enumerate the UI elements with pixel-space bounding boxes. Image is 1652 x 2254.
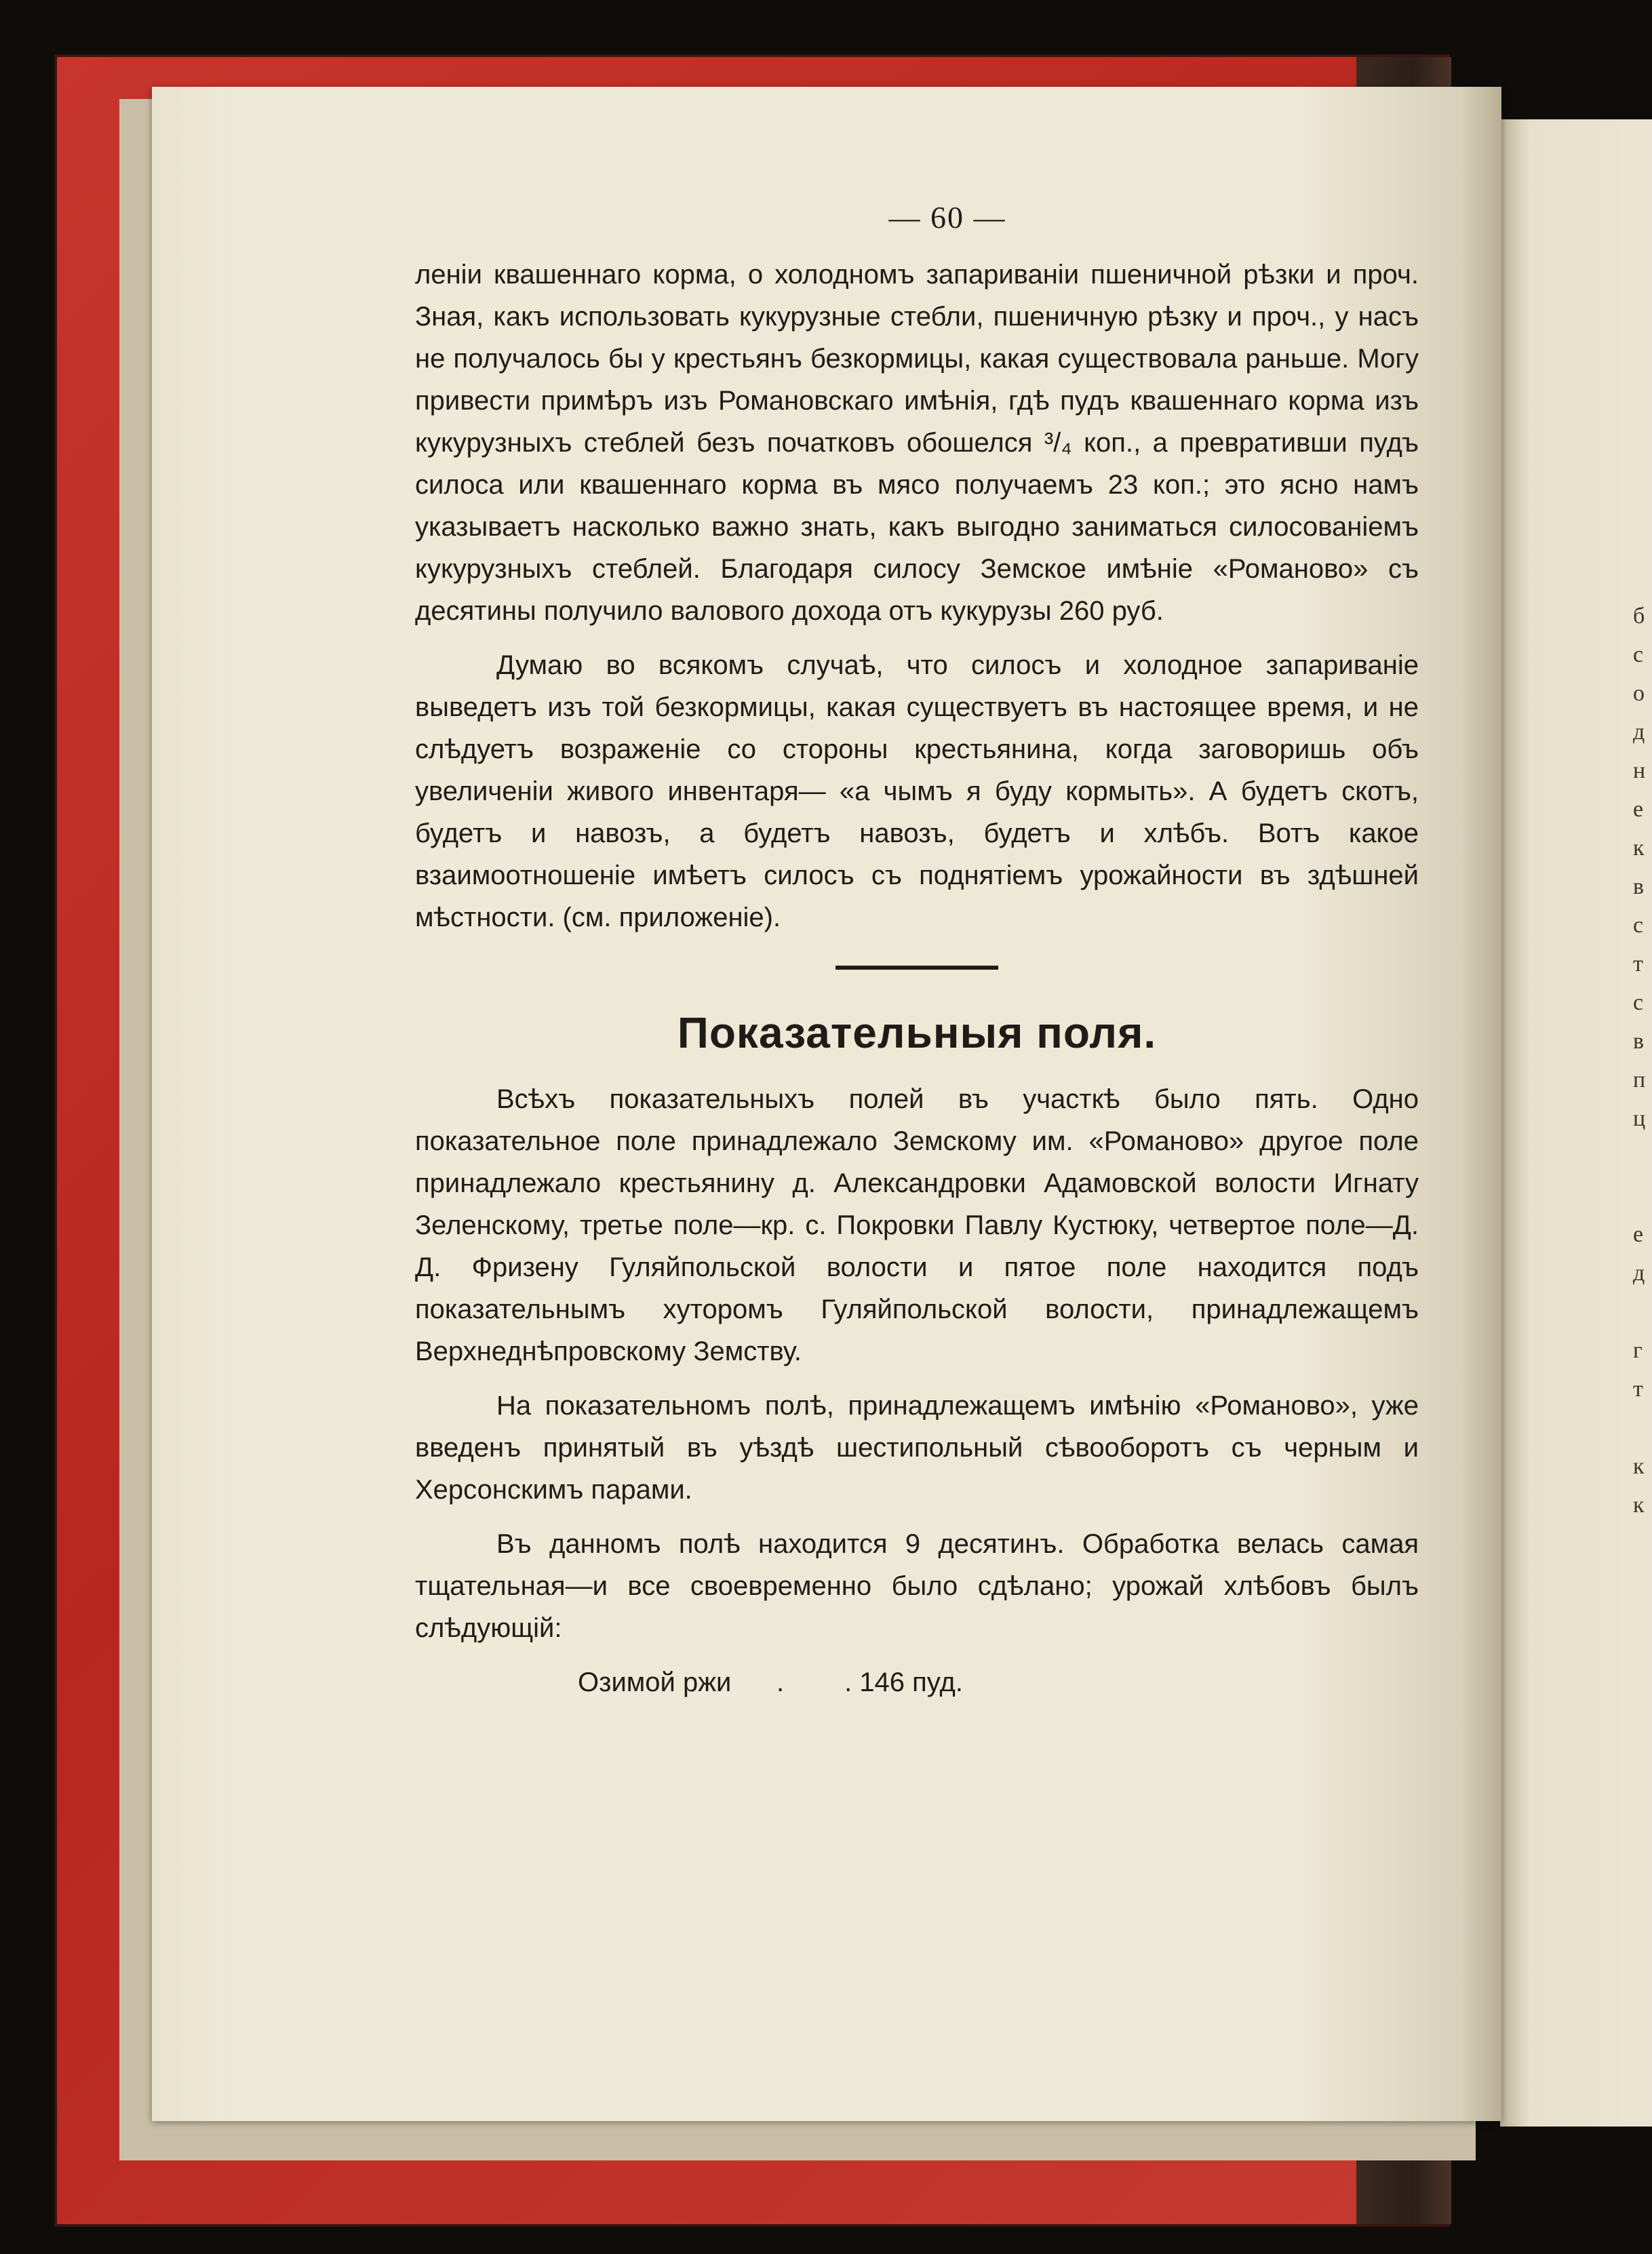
next-page-letter: к (1633, 1454, 1645, 1479)
next-page-letters (1633, 597, 1652, 1524)
paragraph-4: На показательномъ полѣ, принадлежащемъ имѣнію «Романово», уже введенъ принятый въ уѣздѣ шестипольный сѣвооборотъ съ черным и Херсонскимъ парами. (415, 1391, 1419, 1505)
next-page-letter: д (1633, 1261, 1645, 1286)
next-page-letter: б (1633, 604, 1645, 629)
next-page-letter: н (1633, 758, 1646, 783)
next-page-letter: о (1633, 681, 1645, 706)
page-number: — 60 — (888, 200, 1006, 235)
next-page-letter (1633, 1177, 1652, 1215)
next-page-letter: е (1633, 1222, 1644, 1247)
next-page-letter (1633, 1292, 1652, 1331)
paragraph-3: Всѣхъ показательныхъ полей въ участкѣ было пять. Одно показательное поле принадлежало Земскому им. «Романово» другое поле принадлежало крестьянину д. Александровки Адамовской волости Игнату Зеленскому, третье поле—кр. с. Покровки Павлу Кустюку, четвертое поле—Д. Д. Фризену Гуляйпольской волости и пятое поле находится подъ показательнымъ хуторомъ Гуляйпольской волости, принадлежащемъ Верхнеднѣпровскому Земству. (415, 1084, 1419, 1366)
section-divider (835, 966, 998, 970)
next-page-letter: т (1633, 951, 1643, 976)
section-heading: Показательныя поля. (677, 1008, 1157, 1057)
paragraph-1: леніи квашеннаго корма, о холодномъ запариваніи пшеничной рѣзки и проч. Зная, какъ использовать кукурузные стебли, пшеничную рѣзку и проч., у насъ не получалось бы у крестьянъ безкормицы, какая существовала раньше. Могу привести примѣръ изъ Романовскаго имѣнія, гдѣ пудъ квашеннаго корма изъ кукурузныхъ стеблей безъ початковъ обошелся ³/₄ коп., а превративши пудъ силоса или квашеннаго корма въ мясо получаемъ 23 коп.; это ясно намъ указываетъ насколько важно знать, какъ выгодно заниматься силосованіемъ кукурузныхъ стеблей. Благодаря силосу Земское имѣніе «Романово» съ десятины получило валового дохода отъ кукурузы 260 руб. (415, 260, 1419, 626)
next-page-letter: т (1633, 1377, 1643, 1402)
next-page-letter: в (1633, 874, 1645, 899)
next-page-letter (1633, 1138, 1652, 1177)
yield-dots: . . (776, 1667, 852, 1697)
next-page-letter: г (1633, 1338, 1643, 1363)
yield-amount: 146 пуд. (859, 1667, 963, 1697)
next-page-letter: ц (1633, 1106, 1646, 1131)
next-page-letter: с (1633, 642, 1644, 667)
next-page-letter: с (1633, 913, 1644, 938)
next-page-letter: к (1633, 1492, 1645, 1518)
next-page-letter: с (1633, 990, 1644, 1015)
next-page-letter (1633, 1408, 1652, 1447)
paragraph-2: Думаю во всякомъ случаѣ, что силосъ и холодное запариваніе выведетъ изъ той безкормицы, какая существуетъ въ настоящее время, и не слѣдуетъ возраженіе со стороны крестьянина, когда заговоришь объ увеличеніи живого инвентаря— «а чымъ я буду кормыть». А будетъ скотъ, будетъ и навозъ, а будетъ навозъ, будетъ и хлѣбъ. Вотъ какое взаимоотношеніе имѣетъ силосъ съ поднятіемъ урожайности въ здѣшней мѣстности. (см. приложеніе). (415, 650, 1419, 932)
next-page-letter: д (1633, 719, 1645, 745)
next-page-letter: к (1633, 835, 1645, 861)
next-page-letter: е (1633, 797, 1644, 822)
yield-row (415, 1661, 1419, 1703)
next-page-edge (1500, 119, 1652, 2127)
paragraph-5: Въ данномъ полѣ находится 9 десятинъ. Обработка велась самая тщательная—и все своевременно было сдѣлано; урожай хлѣбовъ былъ слѣдующій: (415, 1529, 1419, 1643)
next-page-letter: в (1633, 1029, 1645, 1054)
next-page-letter: п (1633, 1067, 1646, 1092)
page-content (415, 197, 1419, 1703)
yield-crop: Озимой ржи (578, 1667, 732, 1697)
